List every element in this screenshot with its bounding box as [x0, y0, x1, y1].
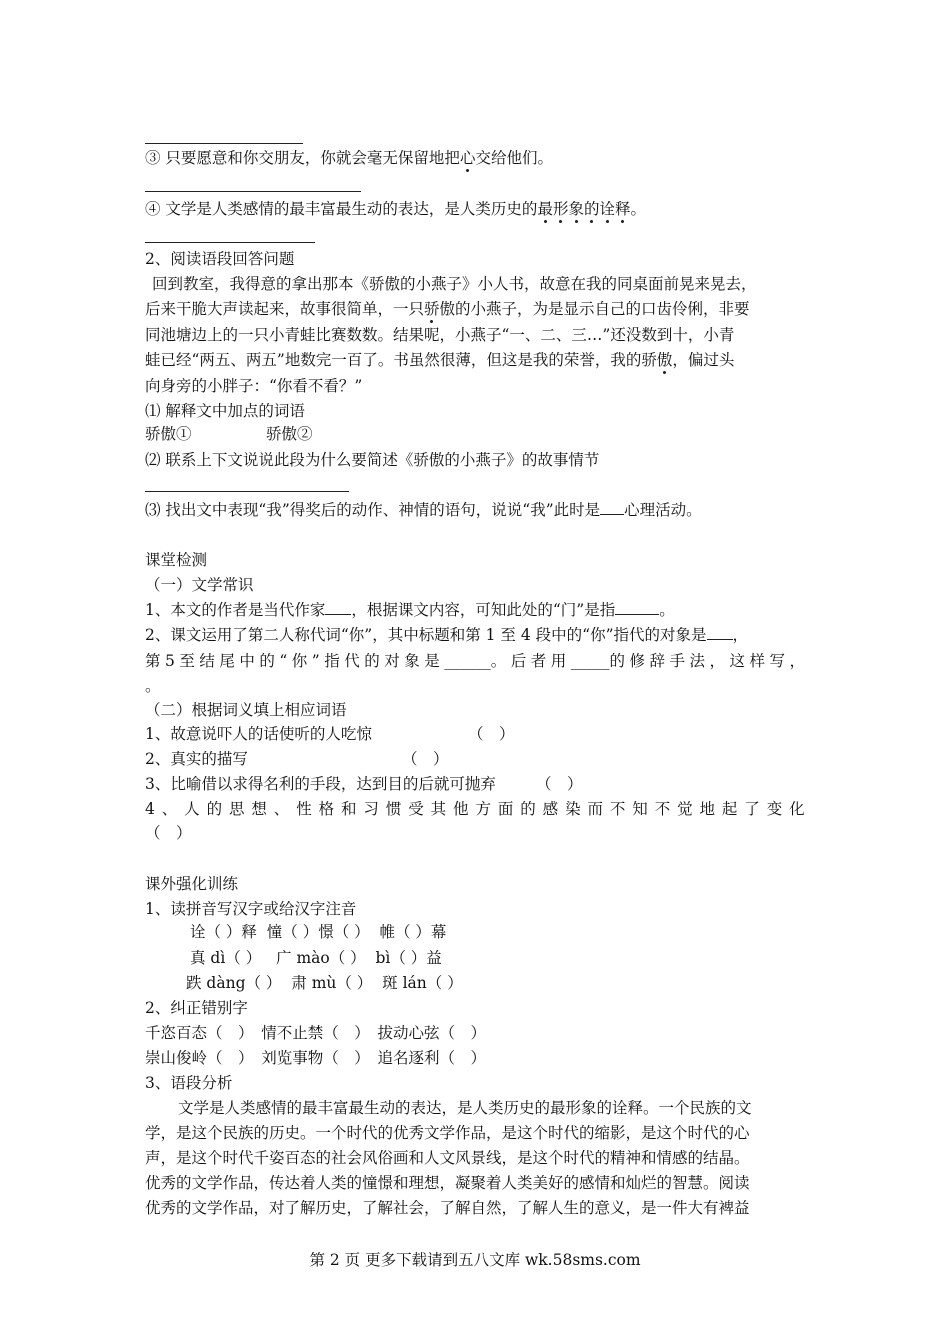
- justified-char: 象: [404, 652, 420, 670]
- exercise-2-title: 2、纠正错别字: [145, 999, 248, 1017]
- question-t1-2-line2: [145, 651, 805, 671]
- justified-char: 修: [629, 652, 645, 670]
- answer-paren: （ ）: [145, 824, 192, 842]
- answer-paren: （ ）: [536, 775, 583, 793]
- justified-char: 写: [769, 652, 785, 670]
- question-s2-2: ⑵ 联系上下文说说此段为什么要简述《骄傲的小燕子》的故事情节: [145, 451, 600, 469]
- justified-char: 思: [228, 800, 245, 818]
- blank: [707, 625, 733, 640]
- justified-char: 的: [364, 652, 380, 670]
- justified-char: 这: [729, 652, 745, 670]
- typo-row: 崇山俊岭（ ） 刘览事物（ ） 追名逐利（ ）: [145, 1049, 487, 1067]
- justified-char: ，: [709, 652, 725, 670]
- justified-char: 方: [475, 800, 491, 818]
- pinyin-row: 诠（ ）释 憧（ ）憬（ ） 帷（ ）幕: [190, 923, 447, 941]
- exercise-1-title: 1、读拼音写汉字或给汉字注音: [145, 900, 357, 918]
- answer-paren: （ ）: [402, 750, 449, 768]
- justified-char: 和: [341, 800, 357, 818]
- justified-char: 习: [363, 800, 379, 818]
- justified-char: 格: [318, 800, 335, 818]
- justified-char: 、: [273, 800, 290, 818]
- paragraph-line: 蛙已经“两五、两五”地数完一百了。书虽然很薄，但这是我的荣誉，我的骄傲，偏过头: [145, 351, 735, 369]
- justified-char: 样: [749, 652, 765, 670]
- justified-char: 代: [344, 652, 360, 670]
- analysis-paragraph-line: 优秀的文学作品，传达着人类的憧憬和理想，凝聚着人类美好的感情和灿烂的智慧。阅读: [145, 1174, 750, 1192]
- pinyin-row: 跌 dàng（ ） 肃 mù（ ） 斑 lán（ ）: [186, 974, 463, 992]
- answer-line: [145, 242, 315, 243]
- justified-char: 后: [510, 652, 527, 670]
- justified-char: 面: [497, 800, 514, 818]
- justified-char: 法: [689, 652, 705, 670]
- justified-char: 第: [145, 652, 161, 670]
- analysis-paragraph-line: 优秀的文学作品，对了解历史，了解社会，了解自然，了解人生的意义，是一件大有裨益: [145, 1199, 750, 1217]
- answer-paren: （ ）: [468, 725, 515, 743]
- subsection-title: （二）根据词义填上相应词语: [145, 701, 347, 719]
- justified-char: 5: [165, 652, 175, 670]
- question-4: ④ 文学是人类感情的最丰富最生动的表达，是人类历史的最形象的诠释。: [145, 200, 647, 218]
- justified-char: 了: [744, 800, 760, 818]
- question-t2-3: 3、比喻借以求得名利的手段，达到目的后就可抛弃: [145, 775, 496, 793]
- justified-char: 辞: [649, 652, 665, 670]
- class-test-title: 课堂检测: [145, 551, 208, 569]
- justified-char: 而: [587, 800, 603, 818]
- paragraph-line: 后来干脆大声读起来，故事很简单，一只骄傲的小燕子，为是显示自己的口齿伶俐，非要: [145, 300, 750, 318]
- question-3: ③ 只要愿意和你交朋友，你就会毫无保留地把心交给他们。: [145, 149, 553, 167]
- paragraph-line: 向身旁的小胖子：“你看不看？”: [145, 377, 363, 395]
- justified-char: 者: [530, 652, 547, 670]
- justified-char: 化: [789, 800, 805, 818]
- justified-char: ”: [311, 652, 320, 670]
- answer-line: [145, 191, 361, 192]
- justified-char: 、: [161, 800, 178, 818]
- answer-label: 骄傲①: [145, 425, 192, 443]
- justified-char: 觉: [677, 800, 693, 818]
- justified-char: 其: [430, 800, 447, 818]
- question-t2-1: 1、故意说吓人的话使听的人吃惊: [145, 725, 372, 743]
- blank: [600, 500, 624, 515]
- justified-char: 至: [179, 652, 195, 670]
- justified-char: ______。: [444, 652, 507, 670]
- justified-char: 不: [654, 800, 671, 818]
- justified-char: 手: [669, 652, 685, 670]
- justified-char: 他: [453, 800, 469, 818]
- justified-char: 中: [239, 652, 255, 670]
- question-t2-2: 2、真实的描写: [145, 750, 248, 768]
- question-t1-1: 1、本文的作者是当代作家 ，根据课文内容，可知此处的“门”是指 。: [145, 601, 675, 619]
- justified-char: 对: [384, 652, 400, 670]
- question-t1-2-end: 。: [145, 677, 161, 695]
- extension-title: 课外强化训练: [145, 875, 239, 893]
- typo-row: 千恣百态（ ） 情不止禁（ ） 拔动心弦（ ）: [145, 1024, 487, 1042]
- question-t2-4: [145, 799, 805, 819]
- question-t1-2: 2、课文运用了第二人称代词“你”，其中标题和第 1 至 4 段中的“你”指代的对象是 ，: [145, 626, 749, 644]
- justified-char: 惯: [385, 800, 402, 818]
- justified-char: 的: [259, 652, 275, 670]
- analysis-paragraph-line: 声，是这个时代千姿百态的社会风俗画和人文风景线，是这个时代的精神和情感的结晶。: [145, 1149, 750, 1167]
- justified-char: 知: [632, 800, 648, 818]
- blank: [615, 600, 659, 615]
- justified-char: 结: [199, 652, 215, 670]
- justified-char: 起: [721, 800, 738, 818]
- analysis-paragraph-line: 文学是人类感情的最丰富最生动的表达，是人类历史的最形象的诠释。一个民族的文: [178, 1099, 752, 1117]
- justified-char: 你: [291, 652, 308, 670]
- justified-char: _____的: [570, 652, 625, 670]
- justified-char: 想: [251, 800, 267, 818]
- justified-char: 的: [206, 800, 223, 818]
- justified-char: 不: [609, 800, 626, 818]
- justified-char: 指: [324, 652, 340, 670]
- justified-char: 感: [542, 800, 559, 818]
- justified-char: 变: [766, 800, 783, 818]
- blank: [325, 600, 351, 615]
- question-s2-3: ⑶ 找出文中表现“我”得奖后的动作、神情的语句，说说“我”此时是 心理活动。: [145, 501, 702, 519]
- justified-char: 用: [550, 652, 567, 670]
- answer-line: [145, 143, 303, 144]
- justified-char: ，: [789, 652, 805, 670]
- justified-char: 是: [424, 652, 440, 670]
- section-2-title: 2、阅读语段回答问题: [145, 250, 295, 268]
- justified-char: 人: [184, 800, 200, 818]
- justified-char: 的: [520, 800, 536, 818]
- justified-char: 性: [296, 800, 312, 818]
- subsection-title: （一）文学常识: [145, 576, 254, 594]
- pinyin-row: 真 dì（ ） 广 mào（ ） bì（ ）益: [190, 949, 442, 967]
- justified-char: 染: [565, 800, 581, 818]
- answer-line: [145, 491, 349, 492]
- analysis-paragraph-line: 学，是这个民族的历史。一个时代的优秀文学作品，是这个时代的缩影，是这个时代的心: [145, 1124, 750, 1142]
- paragraph-line: 回到教室，我得意的拿出那本《骄傲的小燕子》小人书，故意在我的同桌面前晃来晃去，: [152, 275, 757, 293]
- justified-char: 尾: [219, 652, 235, 670]
- justified-char: “: [279, 652, 288, 670]
- justified-char: 地: [699, 800, 716, 818]
- page-footer: 第 2 页 更多下载请到五八文库 wk.58sms.com: [309, 1251, 641, 1269]
- paragraph-line: 同池塘边上的一只小青蛙比赛数数。结果呢，小燕子“一、二、三…”还没数到十，小青: [145, 326, 735, 344]
- question-s2-1: ⑴ 解释文中加点的词语: [145, 402, 305, 420]
- justified-char: 受: [408, 800, 424, 818]
- justified-char: 4: [145, 800, 155, 818]
- exercise-3-title: 3、语段分析: [145, 1074, 233, 1092]
- answer-label: 骄傲②: [266, 425, 313, 443]
